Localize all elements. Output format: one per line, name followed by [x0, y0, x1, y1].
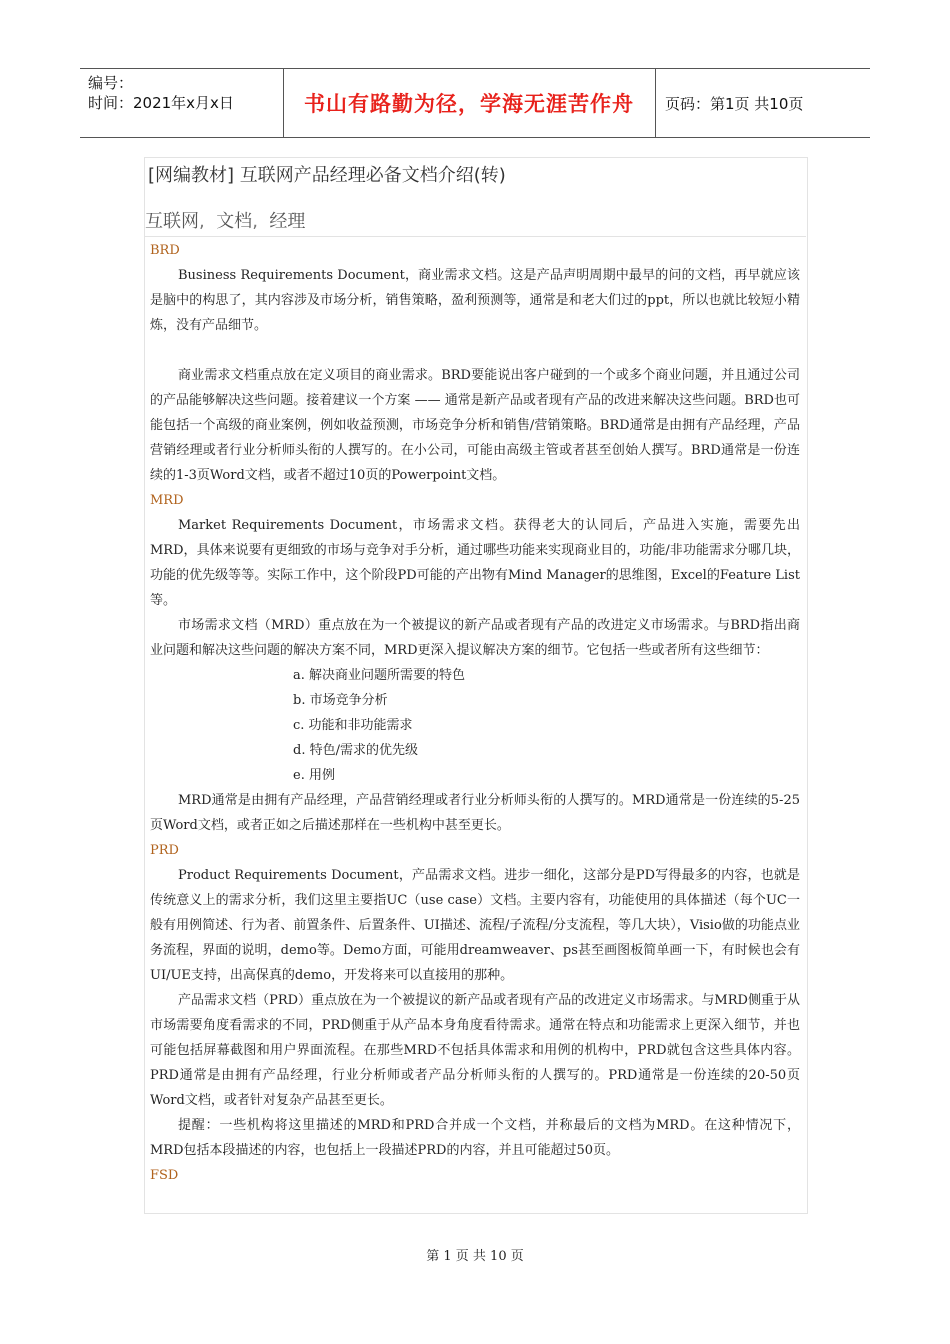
tag[interactable]: 互联网 [145, 211, 199, 232]
motto: 书山有路勤为径，学海无涯苦作舟 [304, 92, 634, 116]
header-table [80, 68, 870, 138]
tag[interactable]: 文档 [216, 211, 253, 232]
paragraph: Business Requirements Document，商业需求文档。这是产品声明周期中最早的问的文档，再早就应该是脑中的构思了，其内容涉及市场分析，销售策略，盈利预测等，通常是和老大们过的ppt，所以也就比较短小精炼，没有产品细节。 [150, 268, 800, 333]
paragraph: 市场需求文档（MRD）重点放在为一个被提议的新产品或者现有产品的改进定义市场需求。与BRD指出商业问题和解决这些问题的解决方案不同，MRD更深入提议解决方案的细节。它包括一些或者所有这些细节： [150, 618, 800, 658]
paragraph: Market Requirements Document，市场需求文档。获得老大的认同后，产品进入实施，需要先出MRD，具体来说要有更细致的市场与竞争对手分析，通过哪些功能来实现商业目的，功能/非功能需求分哪几块，功能的优先级等等。实际工作中，这个阶段PD可能的产出物有Mind Manager的思维图，Excel的Feature List等。 [150, 518, 800, 608]
time-label: 时间：2021年x月x日 [88, 94, 234, 112]
paragraph: 产品需求文档（PRD）重点放在为一个被提议的新产品或者现有产品的改进定义市场需求。与MRD侧重于从市场需要角度看需求的不同，PRD侧重于从产品本身角度看待需求。通常在特点和功能需求上更深入细节，并也可能包括屏幕截图和用户界面流程。在那些MRD不包括具体需求和用例的机构中，PRD就包含这些具体内容。PRD通常是由拥有产品经理，行业分析师或者产品分析师头衔的人撰写的。PRD通常是一份连续的20-50页Word文档，或者针对复杂产品甚至更长。 [150, 993, 800, 1108]
tag[interactable]: 经理 [269, 211, 306, 232]
tag-separator: , [252, 211, 258, 232]
list-item: c. 功能和非功能需求 [293, 718, 413, 733]
number-label: 编号： [88, 74, 134, 92]
divider [144, 236, 806, 237]
spacer [150, 338, 800, 363]
article-tags [145, 207, 305, 233]
list-item: d. 特色/需求的优先级 [293, 743, 418, 758]
page-footer: 第 1 页 共 10 页 [426, 1249, 524, 1264]
article-body [150, 238, 800, 1188]
header-divider [655, 69, 656, 137]
section-heading-brd: BRD [150, 243, 180, 258]
header-meta [88, 73, 234, 113]
list-item: a. 解决商业问题所需要的特色 [293, 668, 466, 683]
paragraph: Product Requirements Document，产品需求文档。进步一细化，这部分是PD写得最多的内容，也就是传统意义上的需求分析，我们这里主要指UC（use case）文档。主要内容有，功能使用的具体描述（每个UC一般有用例简述、行为者、前置条件、后置条件、UI描述、流程/子流程/分支流程，等几大块），Visio做的功能点业务流程，界面的说明，demo等。Demo方面，可能用dreamweaver、ps甚至画图板简单画一下，有时候也会有UI/UE支持，出高保真的demo，开发将来可以直接用的那种。 [150, 868, 800, 983]
section-heading-prd: PRD [150, 843, 179, 858]
page-info: 页码：第1页 共10页 [665, 94, 804, 113]
paragraph: 提醒：一些机构将这里描述的MRD和PRD合并成一个文档，并称最后的文档为MRD。在这种情况下，MRD包括本段描述的内容，也包括上一段描述PRD的内容，并且可能超过50页。 [150, 1118, 800, 1158]
tag-separator: , [199, 211, 205, 232]
list-item: e. 用例 [293, 768, 335, 783]
article-title: [网编教材] 互联网产品经理必备文档介绍(转) [148, 165, 506, 186]
list-item: b. 市场竞争分析 [293, 693, 388, 708]
section-heading-fsd: FSD [150, 1168, 179, 1183]
section-heading-mrd: MRD [150, 493, 184, 508]
paragraph: MRD通常是由拥有产品经理，产品营销经理或者行业分析师头衔的人撰写的。MRD通常是一份连续的5-25页Word文档，或者正如之后描述那样在一些机构中甚至更长。 [150, 793, 800, 833]
paragraph: 商业需求文档重点放在定义项目的商业需求。BRD要能说出客户碰到的一个或多个商业问题，并且通过公司的产品能够解决这些问题。接着建议一个方案 —— 通常是新产品或者现有产品的改进来解决这些问题。BRD也可能包括一个高级的商业案例，例如收益预测，市场竞争分析和销售/营销策略。BRD通常是由拥有产品经理，产品营销经理或者行业分析师头衔的人撰写的。在小公司，可能由高级主管或者甚至创始人撰写。BRD通常是一份连续的1-3页Word文档，或者不超过10页的Powerpoint文档。 [150, 368, 800, 483]
